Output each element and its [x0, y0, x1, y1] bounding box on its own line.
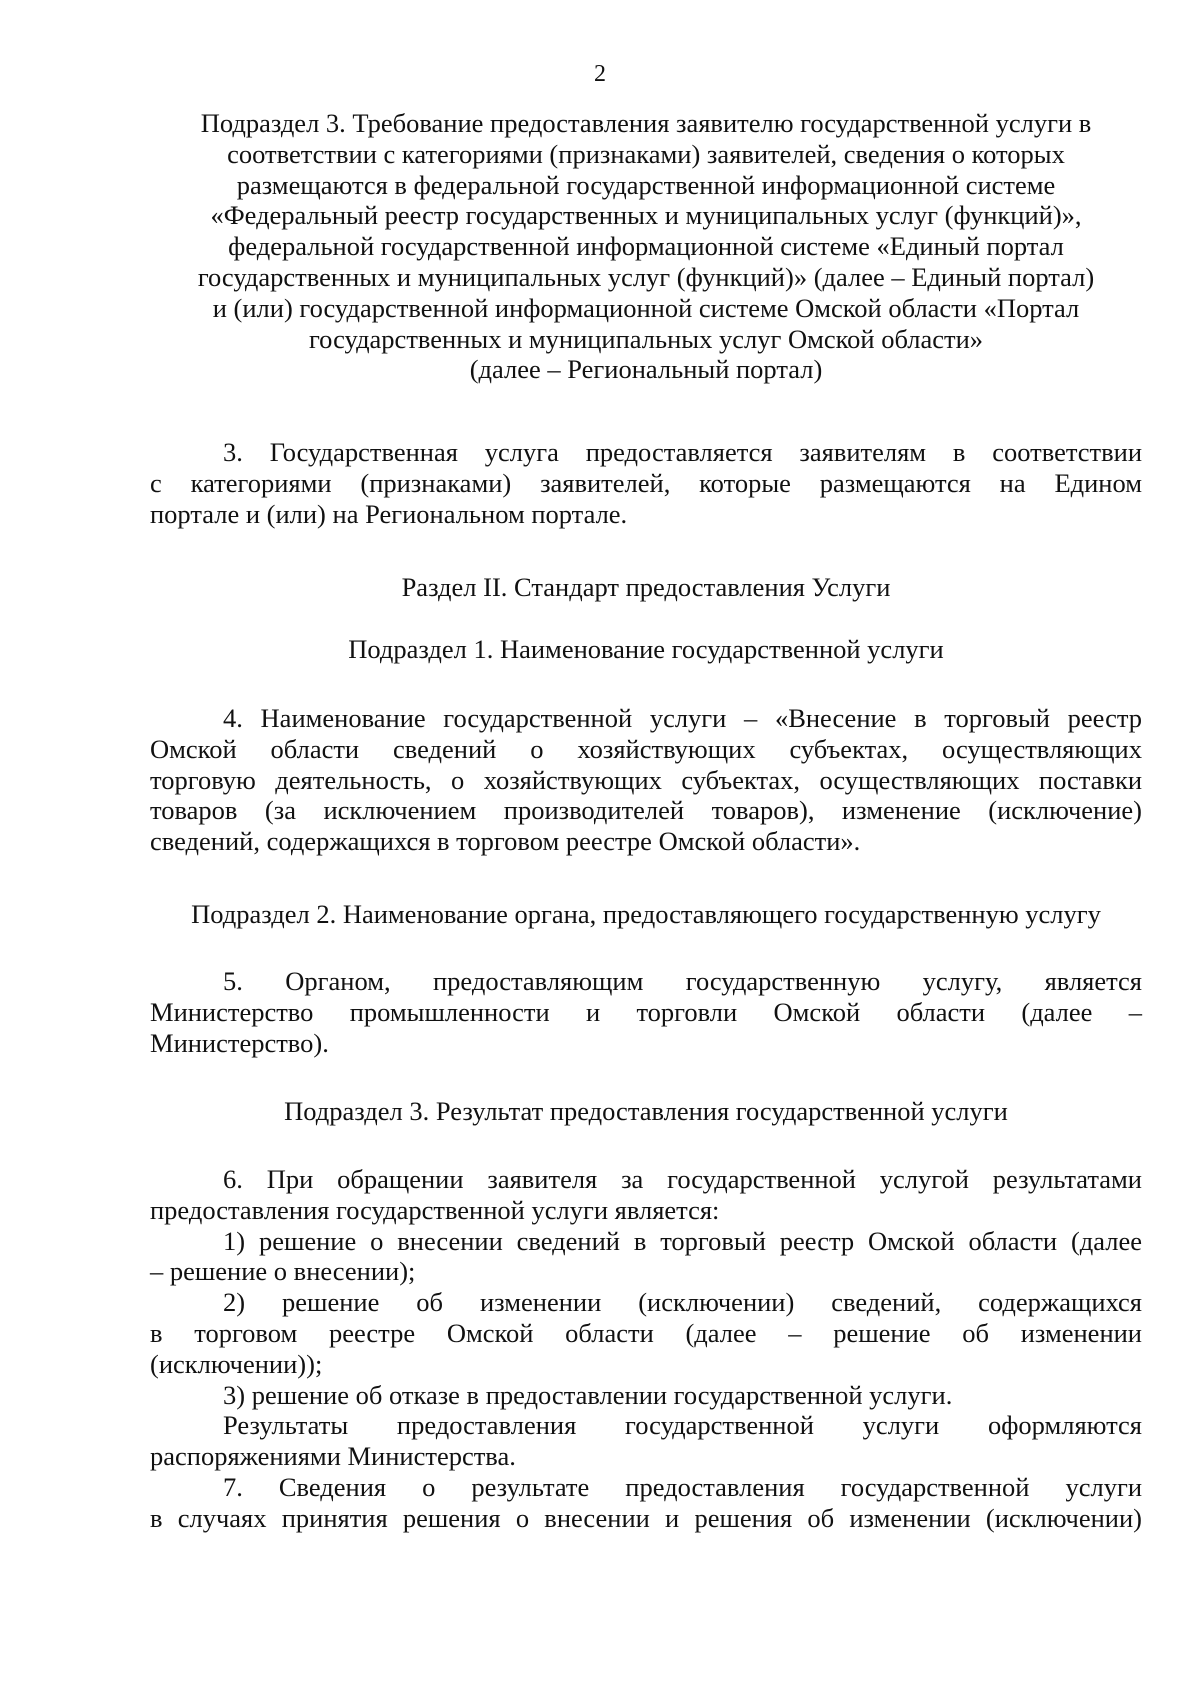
paragraph-line: 7. Сведения о результате предоставления государственной услуги [223, 1472, 1142, 1502]
heading-line: (далее – Региональный портал) [469, 354, 823, 385]
paragraph-line: 5. Органом, предоставляющим государственную услугу, является [223, 966, 1142, 996]
result-item-2-line: (исключении)); [150, 1348, 323, 1379]
heading-line: размещаются в федеральной государственной информационной системе [236, 169, 1056, 200]
paragraph-line: 6. При обращении заявителя за государственной услугой результатами [223, 1164, 1142, 1194]
subsection-2-heading: Подраздел 2. Наименование органа, предоставляющего государственную услугу [191, 899, 1101, 929]
paragraph-line: товаров (за исключением производителей товаров), изменение (исключение) [150, 795, 1142, 826]
section-2-heading: Раздел II. Стандарт предоставления Услуги [401, 572, 891, 602]
paragraph-3 [150, 437, 1142, 529]
paragraph-line: Министерство). [150, 1027, 329, 1058]
paragraph-line: 4. Наименование государственной услуги – «Внесение в торговый реестр [223, 703, 1142, 733]
paragraph-line: в случаях принятия решения о внесении и решения об изменении (исключении) [150, 1502, 1142, 1533]
result-item-2-line: 2) решение об изменении (исключении) сведений, содержащихся [223, 1287, 1142, 1318]
paragraph-4 [150, 703, 1142, 857]
heading-line: соответствии с категориями (признаками) заявителей, сведения о которых [227, 138, 1065, 169]
heading-line: Подраздел 3. Требование предоставления заявителю государственной услуги в [200, 108, 1092, 138]
result-item-1-line: – решение о внесении); [150, 1256, 416, 1287]
results-form-line: Результаты предоставления государственной услуги оформляются [223, 1410, 1142, 1441]
paragraph-line: 3. Государственная услуга предоставляется заявителям в соответствии [223, 437, 1142, 467]
heading-line: «Федеральный реестр государственных и муниципальных услуг (функций)», [210, 200, 1082, 231]
result-item-3-line: 3) решение об отказе в предоставлении государственной услуги. [223, 1379, 953, 1410]
heading-line: государственных и муниципальных услуг Омской области» [308, 323, 984, 354]
paragraph-line: сведений, содержащихся в торговом реестре Омской области». [150, 826, 861, 857]
paragraph-line: с категориями (признаками) заявителей, которые размещаются на Едином [150, 467, 1142, 498]
paragraph-line: торговую деятельность, о хозяйствующих субъектах, осуществляющих поставки [150, 764, 1142, 795]
subsection-3-result-heading: Подраздел 3. Результат предоставления государственной услуги [284, 1096, 1008, 1126]
paragraph-6 [150, 1164, 1142, 1472]
subsection-3-requirement-heading [150, 108, 1142, 385]
subsection-1-heading: Подраздел 1. Наименование государственной услуги [348, 634, 944, 664]
result-item-2-line: в торговом реестре Омской области (далее – решение об изменении [150, 1317, 1142, 1348]
result-item-1-line: 1) решение о внесении сведений в торговый реестр Омской области (далее [223, 1225, 1142, 1256]
paragraph-line: Министерство промышленности и торговли Омской области (далее – [150, 996, 1142, 1027]
paragraph-line: предоставления государственной услуги является: [150, 1194, 720, 1225]
paragraph-7 [150, 1472, 1142, 1534]
page-number: 2 [594, 61, 606, 87]
heading-line: государственных и муниципальных услуг (функций)» (далее – Единый портал) [197, 261, 1095, 292]
paragraph-line: портале и (или) на Региональном портале. [150, 498, 628, 529]
paragraph-5 [150, 966, 1142, 1058]
heading-line: федеральной государственной информационной системе «Единый портал [228, 231, 1064, 262]
results-form-line: распоряжениями Министерства. [150, 1441, 516, 1472]
heading-line: и (или) государственной информационной системе Омской области «Портал [212, 292, 1080, 323]
paragraph-line: Омской области сведений о хозяйствующих субъектах, осуществляющих [150, 733, 1142, 764]
